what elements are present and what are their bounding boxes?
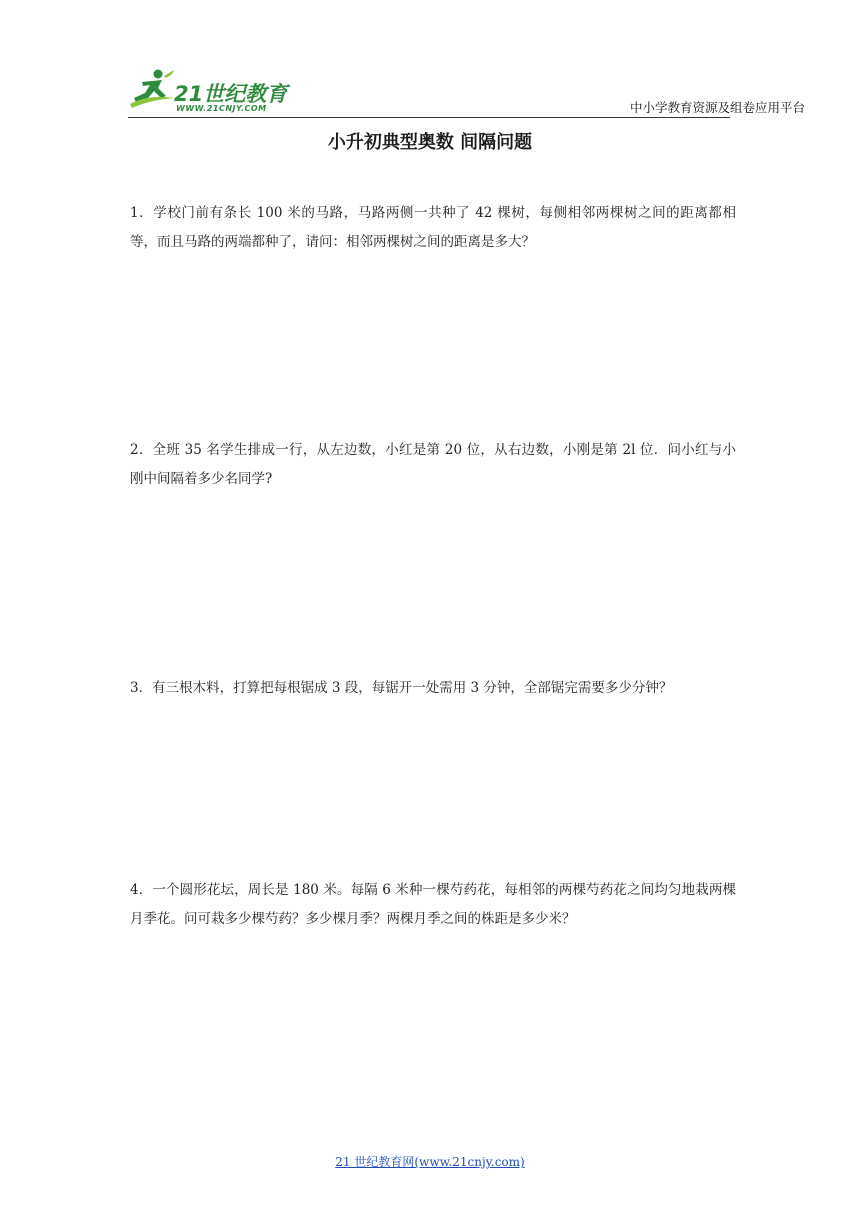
platform-name: 中小学教育资源及组卷应用平台 — [630, 100, 806, 115]
page-header — [128, 60, 806, 118]
logo-text: 21世纪教育 — [174, 82, 288, 106]
logo — [128, 68, 318, 118]
runner-logo-icon — [128, 68, 176, 114]
question-2: 2．全班 35 名学生排成一行，从左边数，小红是第 20 位，从右边数，小刚是第 2l 位．问小红与小刚中间隔着多少名同学? — [130, 442, 736, 487]
logo-url: WWW.21CNJY.COM — [176, 104, 267, 113]
header-divider — [128, 117, 730, 118]
page-title: 小升初典型奥数 间隔问题 — [327, 132, 533, 153]
question-4: 4．一个圆形花坛，周长是 180 米。每隔 6 米种一棵芍药花，每相邻的两棵芍药花之间均匀地栽两棵月季花。问可栽多少棵芍药？多少棵月季？两棵月季之间的株距是多少米？ — [130, 882, 736, 927]
footer-link[interactable]: 21 世纪教育网(www.21cnjy.com) — [335, 1155, 525, 1169]
question-3: 3．有三根木料，打算把每根锯成 3 段，每锯开一处需用 3 分钟，全部锯完需要多少分钟？ — [130, 680, 673, 696]
question-1: 1．学校门前有条长 100 米的马路，马路两侧一共种了 42 棵树，每侧相邻两棵树之间的距离都相等，而且马路的两端都种了，请问：相邻两棵树之间的距离是多大？ — [130, 205, 736, 250]
